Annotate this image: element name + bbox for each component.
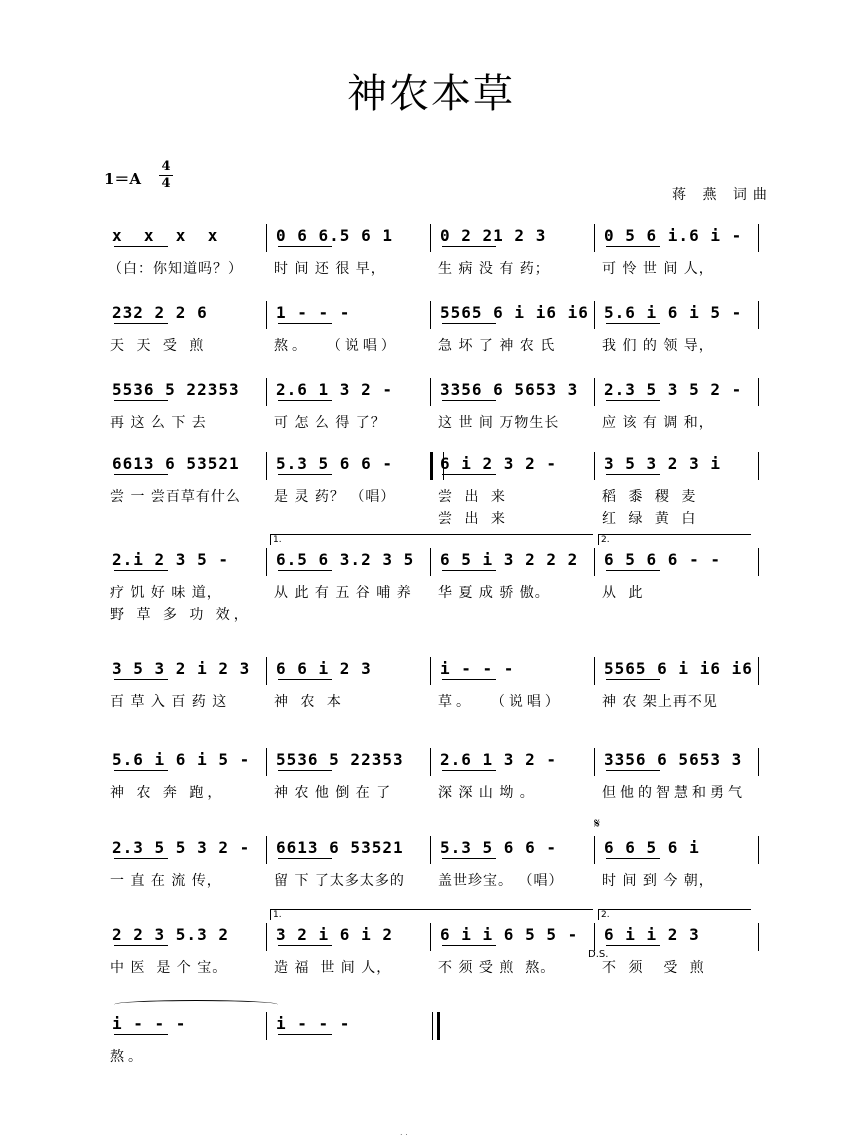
- beam-line: [114, 858, 168, 859]
- lyric: 草。 （说唱）: [438, 694, 563, 710]
- lyric: 从 此: [602, 585, 647, 601]
- measure: 2 2 3 5.3 2: [112, 925, 229, 944]
- lyric: 天 天 受 煎: [110, 338, 208, 354]
- barline: [266, 452, 267, 480]
- barline: [266, 748, 267, 776]
- end-barline: [758, 548, 759, 576]
- lyric: 造 福 世 间 人，: [274, 960, 392, 976]
- lyric: 华 夏 成 骄 傲。: [438, 585, 550, 601]
- lyric: 不 须 受 煎 熬。: [438, 960, 556, 976]
- measure: 2.3 5 3 5 2 -: [604, 380, 743, 399]
- barline: [594, 452, 595, 480]
- tie-arc: [114, 1000, 278, 1009]
- measure: 2.6 1 3 2 -: [440, 750, 557, 769]
- lyric: 尝 出 来: [438, 489, 509, 505]
- barline: [594, 548, 595, 576]
- measure: 6613 6 53521: [276, 838, 404, 857]
- barline: [594, 301, 595, 329]
- lyric: 从 此 有 五 谷 哺 养: [274, 585, 412, 601]
- volta-bracket: 1.: [270, 909, 593, 920]
- lyric: 神 农 架上再不见: [602, 694, 718, 710]
- beam-line: [606, 945, 660, 946]
- end-barline: [758, 748, 759, 776]
- beam-line: [278, 570, 332, 571]
- author-credit: 蒋 燕 词曲: [672, 187, 773, 203]
- volta-bracket: 1.: [270, 534, 593, 545]
- lyric: 尝 一 尝百草有什么: [110, 489, 241, 505]
- barline: [594, 923, 595, 951]
- beam-line: [278, 474, 332, 475]
- measure: 3356 6 5653 3: [604, 750, 743, 769]
- end-barline: [758, 836, 759, 864]
- barline: [430, 301, 431, 329]
- beam-line: [442, 323, 496, 324]
- beam-line: [278, 323, 332, 324]
- measure: 5.6 i 6 i 5 -: [112, 750, 251, 769]
- lyric: 一 直 在 流 传，: [110, 873, 222, 889]
- beam-line: [606, 679, 660, 680]
- beam-line: [606, 570, 660, 571]
- lyric: 我 们 的 领 导，: [602, 338, 714, 354]
- lyric: 神 农 本: [274, 694, 345, 710]
- measure: 6 5 6 6 - -: [604, 550, 721, 569]
- measure: 5565 6 i i6 i6: [604, 659, 753, 678]
- barline: [266, 548, 267, 576]
- meter-bottom: 4: [161, 176, 171, 191]
- measure: 6 6 5 6 i: [604, 838, 700, 857]
- measure: 5536 5 22353: [276, 750, 404, 769]
- measure: 6 i i 6 5 5 -: [440, 925, 579, 944]
- lyric: 熬。 （说唱）: [274, 338, 399, 354]
- beam-line: [278, 770, 332, 771]
- beam-line: [442, 770, 496, 771]
- barline: [266, 378, 267, 406]
- notes-line: [110, 748, 766, 776]
- measure: 5536 5 22353: [112, 380, 240, 399]
- lyric: 神 农 奔 跑，: [110, 785, 226, 801]
- measure: 5.3 5 6 6 -: [276, 454, 393, 473]
- barline: [594, 657, 595, 685]
- lyric: 时 间 到 今 朝，: [602, 873, 714, 889]
- barline: [266, 224, 267, 252]
- measure: 6 i i 2 3: [604, 925, 700, 944]
- notes-line: [110, 301, 766, 329]
- measure: 232 2 2 6: [112, 303, 208, 322]
- measure: i - - -: [276, 1014, 351, 1033]
- measure: i - - -: [440, 659, 515, 678]
- notes-line: [110, 657, 766, 685]
- lyric: 稻 黍 稷 麦: [602, 489, 700, 505]
- meter-top: 4: [161, 159, 171, 174]
- barline: [266, 836, 267, 864]
- lyric: 中 医 是 个 宝。: [110, 960, 228, 976]
- lyric: 时 间 还 很 早，: [274, 261, 386, 277]
- notes-line: [110, 836, 766, 864]
- end-barline: [758, 657, 759, 685]
- notes-line: [110, 923, 766, 951]
- measure: 0 2 21 2 3: [440, 226, 547, 245]
- lyric: 但他的智慧和勇气: [602, 785, 746, 801]
- end-barline: [758, 378, 759, 406]
- measure: 6 6 i 2 3: [276, 659, 372, 678]
- volta-bracket: 2.: [598, 909, 751, 920]
- barline: [430, 657, 431, 685]
- beam-line: [114, 570, 168, 571]
- measure: 3 5 3 2 i 2 3: [112, 659, 251, 678]
- lyric: （白：你知道吗？）: [108, 261, 243, 277]
- lyric: 可 怜 世 间 人，: [602, 261, 714, 277]
- beam-line: [442, 570, 496, 571]
- beam-line: [114, 1034, 168, 1035]
- beam-line: [606, 246, 660, 247]
- barline: [266, 1012, 267, 1040]
- page-title: 神农本草: [347, 71, 515, 117]
- measure: 3356 6 5653 3: [440, 380, 579, 399]
- barline: [266, 657, 267, 685]
- lyric: 熬。: [110, 1049, 146, 1065]
- notes-line: [110, 378, 766, 406]
- beam-line: [606, 400, 660, 401]
- beam-line: [114, 246, 168, 247]
- beam-line: [114, 474, 168, 475]
- lyric: 可 怎 么 得 了？: [274, 415, 386, 431]
- beam-line: [606, 474, 660, 475]
- beam-line: [278, 400, 332, 401]
- measure: 3 2 i 6 i 2: [276, 925, 393, 944]
- beam-line: [114, 400, 168, 401]
- lyric: 这 世 间 万物生长: [438, 415, 560, 431]
- beam-line: [114, 945, 168, 946]
- lyric: 留 下 了太多太多的: [274, 873, 405, 889]
- lyric: 应 该 有 调 和，: [602, 415, 714, 431]
- barline: [430, 548, 431, 576]
- measure: 0 5 6 i.6 i -: [604, 226, 743, 245]
- measure: 2.i 2 3 5 -: [112, 550, 229, 569]
- beam-line: [114, 770, 168, 771]
- notes-line: [110, 452, 766, 480]
- beam-line: [442, 474, 496, 475]
- lyric-verse-2: 野 草 多 功 效，: [110, 607, 252, 623]
- measure: i - - -: [112, 1014, 187, 1033]
- beam-line: [442, 679, 496, 680]
- time-signature: [159, 160, 173, 191]
- beam-line: [442, 246, 496, 247]
- lyric: 盖世珍宝。 （唱）: [438, 873, 564, 889]
- measure: 5.6 i 6 i 5 -: [604, 303, 743, 322]
- barline: [594, 378, 595, 406]
- measure: 0 6 6.5 6 1: [276, 226, 393, 245]
- lyric: 生 病 没 有 药；: [438, 261, 550, 277]
- barline: [594, 836, 595, 864]
- segno-sign: 𝄋: [594, 816, 601, 832]
- beam-line: [442, 945, 496, 946]
- volta-bracket: 2.: [598, 534, 751, 545]
- barline: [266, 923, 267, 951]
- lyric-verse-2: 尝 出 来: [438, 511, 509, 527]
- beam-line: [278, 246, 332, 247]
- beam-line: [114, 323, 168, 324]
- end-barline: [758, 224, 759, 252]
- notes-line: [110, 1012, 766, 1040]
- beam-line: [442, 858, 496, 859]
- lyric: 疗 饥 好 味 道，: [110, 585, 222, 601]
- lyric: 是 灵 药？ （唱）: [274, 489, 396, 505]
- barline: [594, 748, 595, 776]
- dal-segno-mark: D.S.: [588, 949, 609, 960]
- measure: x x x x: [112, 226, 219, 245]
- beam-line: [278, 945, 332, 946]
- lyric: 急 坏 了 神 农 氏: [438, 338, 556, 354]
- end-barline: [758, 452, 759, 480]
- lyric: 百 草 入 百 药 这: [110, 694, 228, 710]
- beam-line: [606, 323, 660, 324]
- lyric: 深 深 山 坳 。: [438, 785, 535, 801]
- measure: 6.5 6 3.2 3 5: [276, 550, 415, 569]
- beam-line: [278, 679, 332, 680]
- measure: 5.3 5 6 6 -: [440, 838, 557, 857]
- beam-line: [442, 400, 496, 401]
- barline: [430, 748, 431, 776]
- end-barline: [432, 1012, 440, 1040]
- barline: [594, 224, 595, 252]
- end-barline: [758, 923, 759, 951]
- lyric: 不 须 受 煎: [602, 960, 708, 976]
- lyric-verse-2: 红 绿 黄 白: [602, 511, 700, 527]
- measure: 6 i 2 3 2 -: [440, 454, 557, 473]
- measure: 3 5 3 2 3 i: [604, 454, 721, 473]
- key-signature: 1＝A: [104, 170, 142, 188]
- lyric: 神 农 他 倒 在 了: [274, 785, 392, 801]
- beam-line: [606, 770, 660, 771]
- measure: 1 - - -: [276, 303, 351, 322]
- measure: 5565 6 i i6 i6: [440, 303, 589, 322]
- barline: [430, 923, 431, 951]
- beam-line: [606, 858, 660, 859]
- measure: 2.6 1 3 2 -: [276, 380, 393, 399]
- lyric: 再 这 么 下 去: [110, 415, 207, 431]
- end-barline: [758, 301, 759, 329]
- beam-line: [278, 858, 332, 859]
- measure: 2.3 5 5 3 2 -: [112, 838, 251, 857]
- beam-line: [114, 679, 168, 680]
- beam-line: [278, 1034, 332, 1035]
- barline: [430, 224, 431, 252]
- notes-line: [110, 224, 766, 252]
- measure: 6 5 i 3 2 2 2: [440, 550, 579, 569]
- page-footer: . .: [400, 1128, 408, 1137]
- measure: 6613 6 53521: [112, 454, 240, 473]
- barline: [266, 301, 267, 329]
- barline: [430, 836, 431, 864]
- notes-line: [110, 548, 766, 576]
- barline: [430, 378, 431, 406]
